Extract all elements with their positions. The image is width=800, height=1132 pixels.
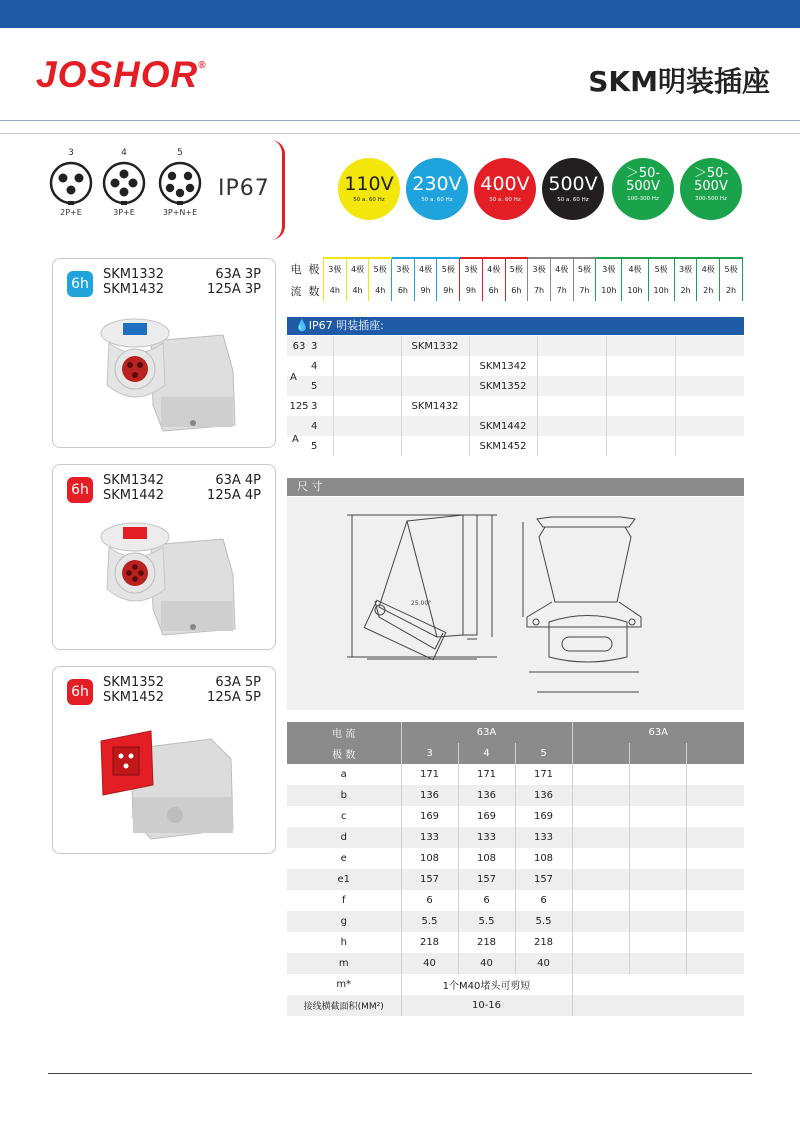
amp-cell: 63 [287,336,311,356]
pole-cell: 4极 [622,258,648,280]
hour-cell: 10h [622,280,648,301]
dimension-header: 尺 寸 [287,478,744,496]
hour-cell: 6h [392,280,415,301]
dim-value: 136 [401,785,458,806]
hour-cell: 7h [550,280,573,301]
pole-cell: 4极 [414,258,437,280]
model-table [287,336,744,456]
mstar-label: m* [336,979,352,990]
dim-value: 108 [515,848,572,869]
hour-cell: 4h [324,280,347,301]
model-cell: SKM1452 [469,436,537,456]
pole-cell: 3极 [460,258,483,280]
hour-cell: 7h [573,280,596,301]
dim-value: 5.5 [515,911,572,932]
voltage-400: 400V 50 a. 60 Hz [474,158,536,220]
header-poles: 极 数 [287,743,401,764]
pole-cell: 4极 [550,258,573,280]
pole-cell: 3 [311,336,333,356]
amp-cell [287,416,311,436]
model-cell: SKM1442 [469,416,537,436]
dimension-table [287,722,744,1016]
sub-divider [0,133,800,134]
label-pole: 数 [308,284,320,298]
pole-cell: 5 [311,376,333,396]
pole-cell: 4极 [482,258,505,280]
product-card-3p[interactable] [52,258,276,448]
dimension-drawing [287,497,744,710]
pole-cell: 5极 [648,258,674,280]
model-cell [469,336,537,356]
pin-diagram-3: 3 2P+E [45,148,97,217]
voltage-110: 110V 50 a. 60 Hz [338,158,400,220]
model-numbers: SKM1352 SKM1452 [103,675,165,705]
socket-image-5p [91,719,241,845]
model-cell [401,416,469,436]
product-card-5p[interactable] [52,666,276,854]
dim-value: 108 [458,848,515,869]
model-cell: SKM1332 [401,336,469,356]
page-title: SKM明装插座 [588,65,770,98]
dim-value: 171 [458,764,515,785]
hour-badge: 6h [67,271,93,297]
ip-rating: IP67 [218,176,270,201]
hour-badge: 6h [67,679,93,705]
pole-cell: 3极 [674,258,697,280]
dim-value: 218 [515,932,572,953]
hour-cell: 6h [482,280,505,301]
dim-label: h [340,937,347,948]
amp-cell [287,436,311,456]
model-specs: 63A 4P 125A 4P [207,473,261,503]
label-current: 流 [290,284,302,298]
pole-cell: 3极 [392,258,415,280]
area-value: 10-16 [401,995,572,1016]
header-pole-3: 3 [401,743,458,764]
pole-cell: 5极 [369,258,392,280]
pole-cell: 3极 [596,258,622,280]
model-numbers: SKM1342 SKM1442 [103,473,165,503]
dim-value: 133 [401,827,458,848]
pole-cell: 5极 [573,258,596,280]
model-cell: SKM1432 [401,396,469,416]
dim-value: 218 [401,932,458,953]
dim-value: 136 [515,785,572,806]
pin-diagram-5: 5 3P+N+E [152,148,208,217]
area-label: 接线横截面积(MM²) [287,995,401,1016]
pole-cell: 4 [311,360,318,372]
hour-cell: 9h [414,280,437,301]
pole-cell: 4 [311,416,333,436]
header-pole-4: 4 [458,743,515,764]
dim-value: 169 [515,806,572,827]
dim-label: e [340,853,347,864]
dim-value: 6 [458,890,515,911]
socket-image-3p [93,313,243,441]
red-bracket [270,140,285,240]
header-pole-5: 5 [515,743,572,764]
product-card-4p[interactable] [52,464,276,650]
angle-label: 25.00° [411,600,432,607]
pole-cell: 3 [311,400,318,412]
pole-hour-table [287,257,743,301]
dim-value: 171 [401,764,458,785]
pole-cell: 4极 [346,258,369,280]
hour-cell: 4h [346,280,369,301]
pin-diagram-4: 4 3P+E [98,148,150,217]
voltage-50-500-low: ＞50-500V 100-300 Hz [612,158,674,220]
dim-value: 6 [515,890,572,911]
header-63a-alt: 63A [572,722,744,743]
voltage-500: 500V 50 a. 60 Hz [542,158,604,220]
hour-cell: 6h [505,280,528,301]
model-cell [401,376,469,396]
dim-value: 5.5 [458,911,515,932]
amp-unit-63: A [290,372,297,383]
dim-value: 169 [401,806,458,827]
mstar-value: 1个M40堵头可剪短 [401,974,572,995]
label-pole: 极 [308,263,320,276]
dim-value: 157 [458,869,515,890]
pole-cell: 5极 [720,258,743,280]
amp-cell: 125 [289,400,309,412]
model-cell [401,436,469,456]
hour-cell: 10h [648,280,674,301]
pole-cell: 5极 [505,258,528,280]
hour-cell: 7h [528,280,551,301]
dim-label: f [341,895,346,906]
dim-label: a [340,769,347,780]
dim-value: 108 [401,848,458,869]
hour-cell: 9h [437,280,460,301]
voltage-50-500-high: ＞50-500V 300-500 Hz [680,158,742,220]
dim-value: 40 [458,953,515,974]
model-specs: 63A 5P 125A 5P [207,675,261,705]
dim-value: 6 [401,890,458,911]
dim-value: 133 [458,827,515,848]
header-divider [0,120,800,121]
header-63a: 63A [401,722,572,743]
hour-cell: 10h [596,280,622,301]
dim-value: 40 [515,953,572,974]
ip-section-header: 💧IP67 明装插座: [287,317,744,335]
dim-value: 169 [458,806,515,827]
model-numbers: SKM1332 SKM1432 [103,267,165,297]
dim-label: d [287,827,401,848]
header-current: 电 流 [287,722,401,743]
hour-badge: 6h [67,477,93,503]
dim-value: 136 [458,785,515,806]
hour-cell: 2h [720,280,743,301]
hour-cell: 9h [460,280,483,301]
hour-cell: 2h [697,280,720,301]
dim-value: 5.5 [401,911,458,932]
model-specs: 63A 3P 125A 3P [207,267,261,297]
dim-label: e1 [287,869,401,890]
model-cell: SKM1342 [469,356,537,376]
brand-logo: JOSHOR® [36,54,207,95]
voltage-230: 230V 50 a. 60 Hz [406,158,468,220]
pole-cell: 3极 [324,258,347,280]
model-cell [469,396,537,416]
dim-value: 40 [401,953,458,974]
dim-label: m [287,953,401,974]
dim-label: g [287,911,401,932]
pole-cell: 5 [311,440,318,452]
dim-value: 218 [458,932,515,953]
model-cell: SKM1352 [469,376,537,396]
model-cell [401,356,469,376]
dim-label: b [287,785,401,806]
dim-value: 133 [515,827,572,848]
hour-cell: 4h [369,280,392,301]
pole-cell: 5极 [437,258,460,280]
amp-unit-125: A [292,434,299,445]
dim-label: c [341,811,347,822]
hour-cell: 2h [674,280,697,301]
label-current: 电 [290,263,302,276]
pole-cell: 4极 [697,258,720,280]
dim-value: 157 [401,869,458,890]
pole-cell: 3极 [528,258,551,280]
dim-value: 157 [515,869,572,890]
footer-line [48,1073,752,1074]
dim-value: 171 [515,764,572,785]
socket-image-4p [93,517,243,645]
top-bar [0,0,800,28]
